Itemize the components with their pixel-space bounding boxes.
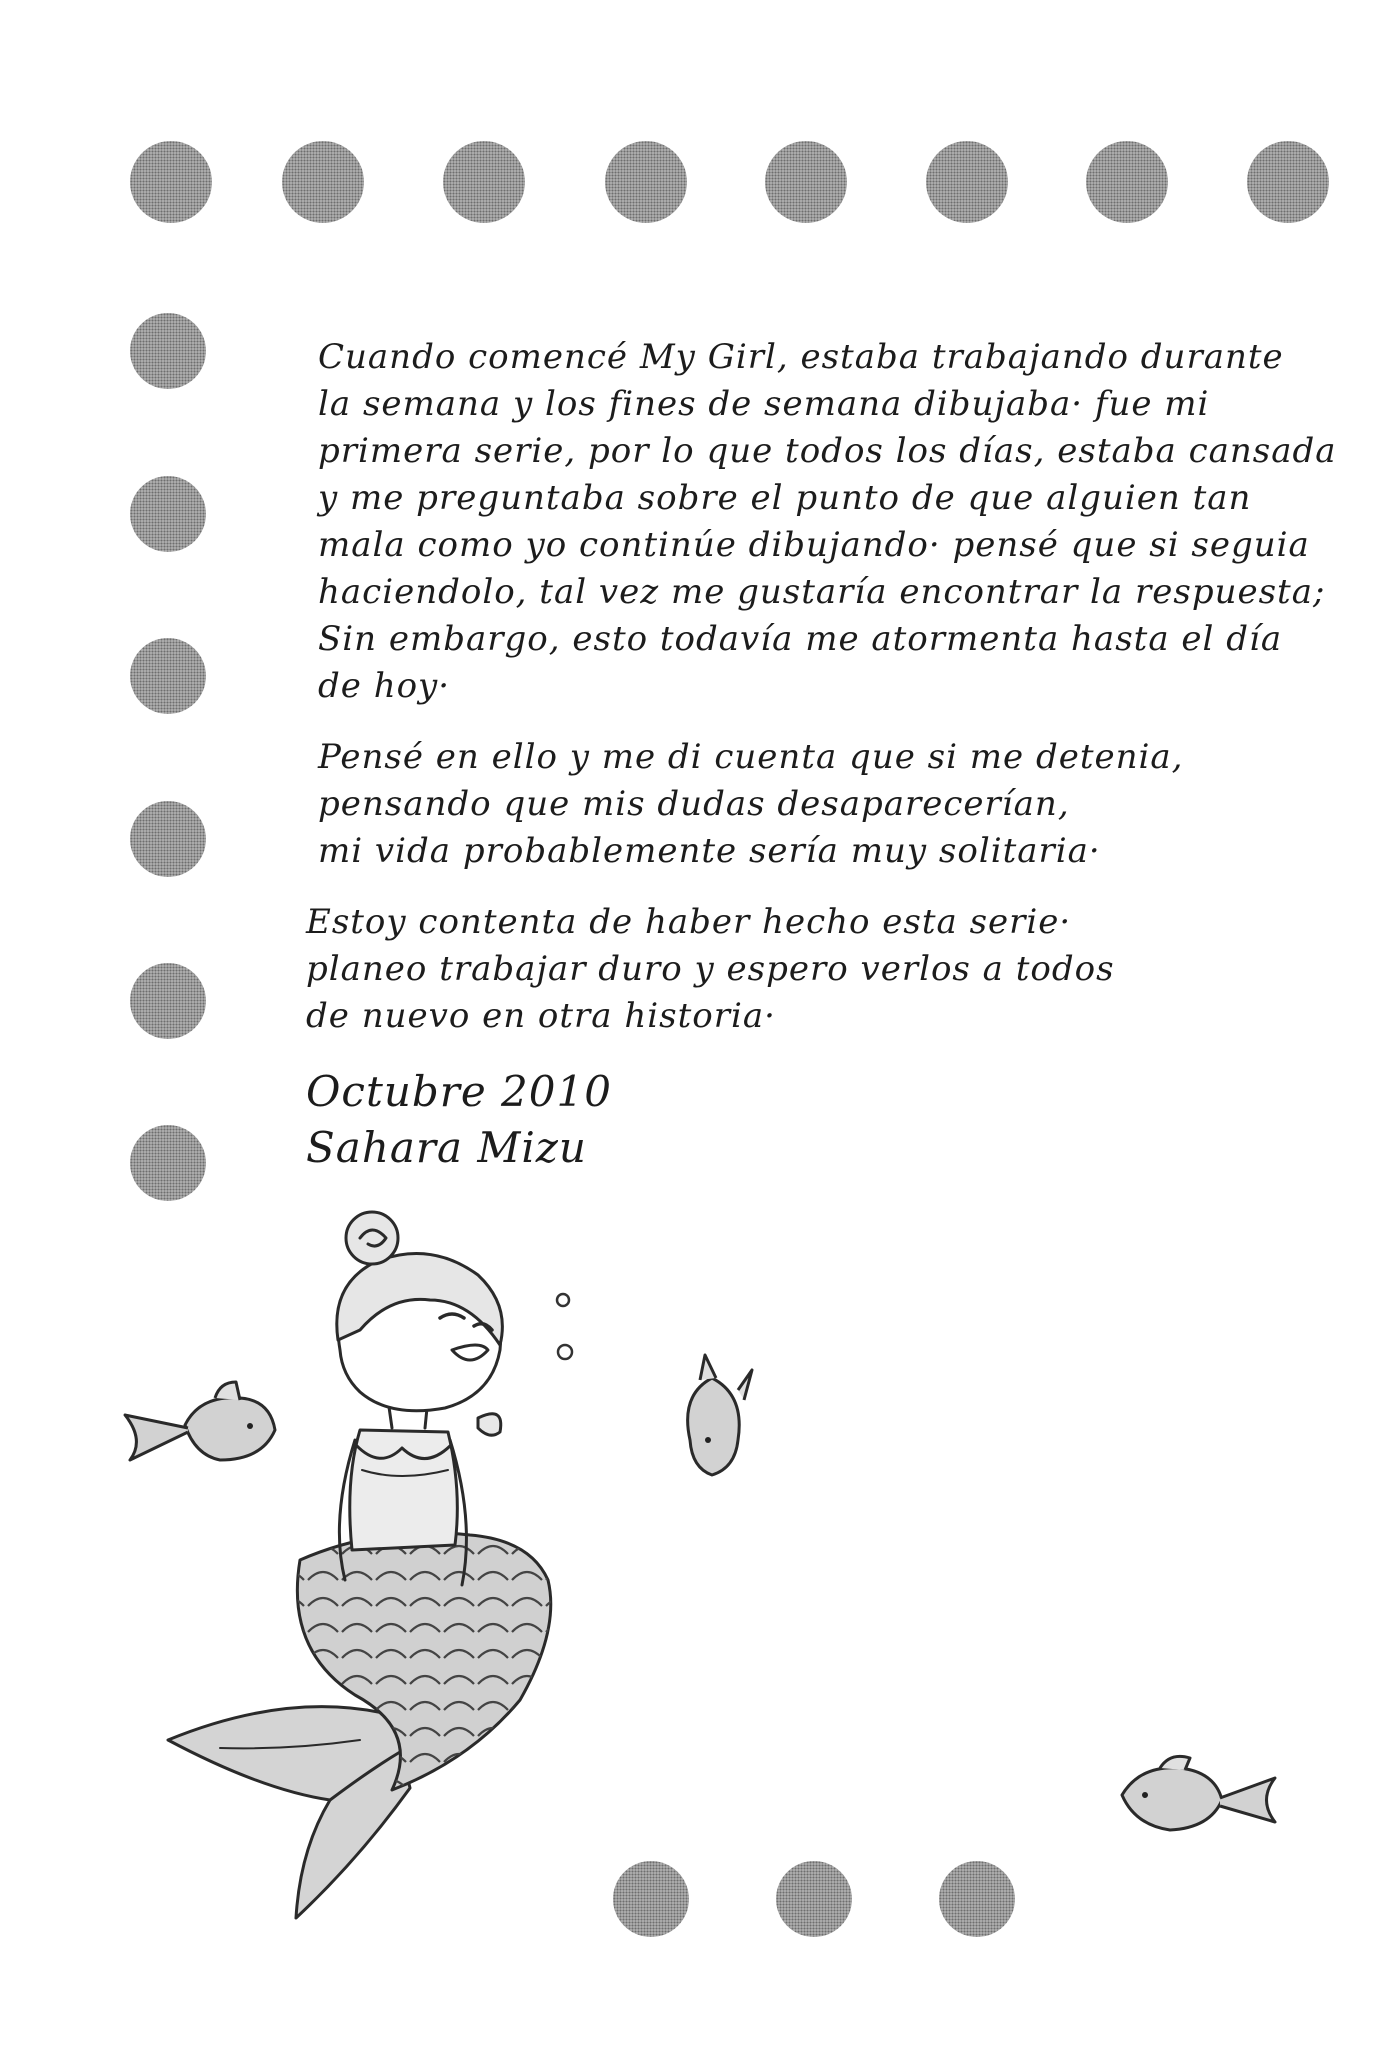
halftone-dot — [130, 801, 206, 877]
fish-icon — [125, 1382, 275, 1460]
halftone-dot — [776, 1861, 852, 1937]
fish-icon — [1122, 1756, 1275, 1830]
mermaid-illustration — [168, 1212, 551, 1918]
signature-date: Octubre 2010 — [306, 1067, 612, 1116]
halftone-dot — [765, 141, 847, 223]
halftone-dot — [130, 141, 212, 223]
halftone-dot — [605, 141, 687, 223]
fish-icon — [688, 1355, 752, 1475]
afterword-letter — [306, 334, 1378, 1176]
signature-author: Sahara Mizu — [306, 1123, 587, 1172]
letter-paragraph: Cuando comencé My Girl, estaba trabajando durante la semana y los fines de semana dibujaba· fue mi primera serie, por lo que todos los días, estaba cansada y me preguntaba sobre el punto de que alguien tan mala como yo continúe dibujando· pensé que si seguia haciendolo, tal vez me gustaría encontrar la respuesta; Sin embargo, esto todavía me atormenta hasta el día de hoy· — [318, 337, 1337, 706]
halftone-dot — [130, 963, 206, 1039]
halftone-dot — [130, 638, 206, 714]
halftone-dot — [130, 1125, 206, 1201]
halftone-dot — [130, 476, 206, 552]
bubble-icon — [557, 1294, 569, 1306]
halftone-dot — [926, 141, 1008, 223]
bubble-icon — [558, 1345, 572, 1359]
halftone-dot — [282, 141, 364, 223]
halftone-dot — [443, 141, 525, 223]
letter-paragraph: Estoy contenta de haber hecho esta serie· planeo trabajar duro y espero verlos a todos de nuevo en otra historia· — [306, 902, 1115, 1036]
halftone-dot — [613, 1861, 689, 1937]
halftone-dot — [1247, 141, 1329, 223]
signature-block — [306, 1064, 1378, 1176]
halftone-dot — [1086, 141, 1168, 223]
halftone-dot — [939, 1861, 1015, 1937]
halftone-dot — [130, 313, 206, 389]
letter-paragraph: Pensé en ello y me di cuenta que si me detenia, pensando que mis dudas desaparecerían, mi vida probablemente sería muy solitaria· — [318, 737, 1184, 871]
